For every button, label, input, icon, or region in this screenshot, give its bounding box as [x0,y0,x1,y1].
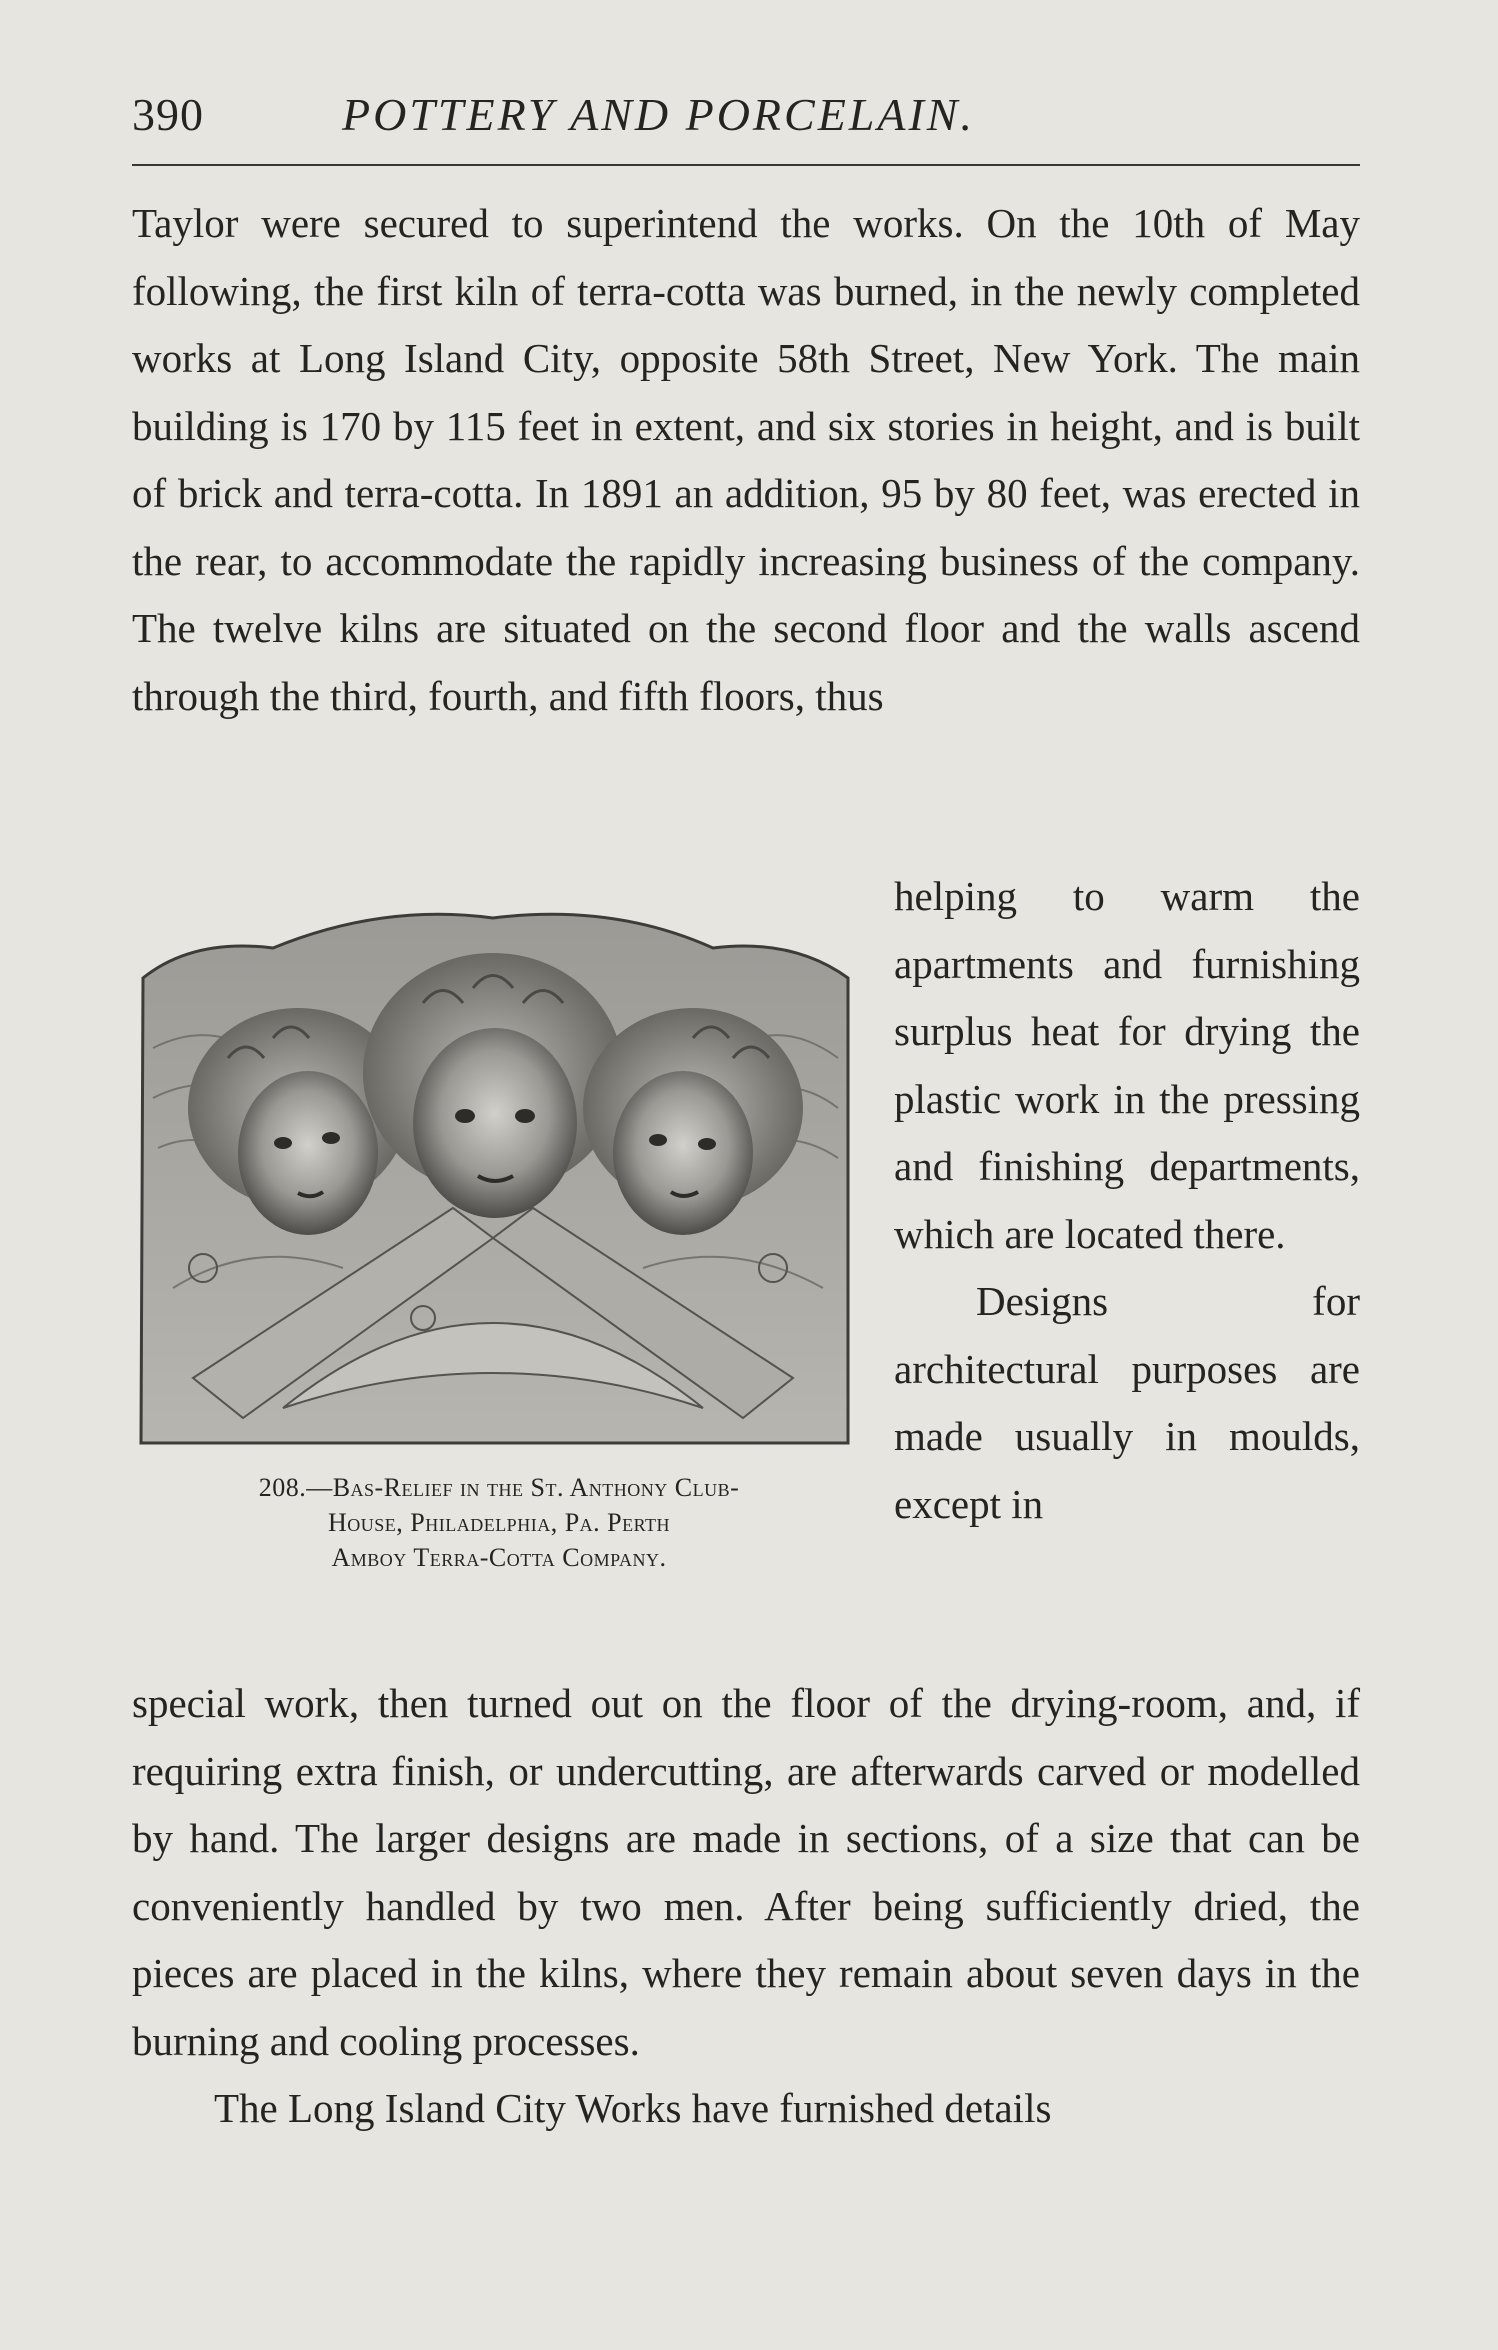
figure-caption [140,1470,858,1575]
paragraph-last: The Long Island City Works have furnished details [214,2085,1052,2131]
header-rule [132,164,1360,166]
bas-relief-figure [133,908,855,1448]
page-number: 390 [132,89,204,140]
body-text-bottom [132,1670,1360,2143]
caption-line-3: Amboy Terra-Cotta Company. [331,1543,667,1572]
caption-line-2: House, Philadelphia, Pa. Perth [327,1508,671,1537]
running-header [132,88,1360,148]
running-title: POTTERY AND PORCELAIN. [342,89,975,140]
side-paragraph-2: Designs for architectural purposes are made usually in moulds, except in [894,1278,1360,1527]
side-paragraph-1: helping to warm the apartments and furnishing surplus heat for drying the plastic work in the pressing and finishing departments, which are located there. [894,873,1360,1257]
paragraph-bottom: special work, then turned out on the floor of the drying-room, and, if requiring extra finish, or undercutting, are afterwards carved or modelled by hand. The larger designs are made in sections, of a size that can be conveniently handled by two men. After being sufficiently dried, the pieces are placed in the kilns, where they remain about seven days in the burning and cooling processes. [132,1680,1360,2064]
caption-line-1: 208.—Bas-Relief in the St. Anthony Club- [258,1473,740,1502]
bas-relief-image [133,908,855,1448]
body-text-top [132,190,1360,730]
paragraph-top: Taylor were secured to superintend the works. On the 10th of May following, the first kiln of terra-cotta was burned, in the newly completed works at Long Island City, opposite 58th Street, New York. The main building is 170 by 115 feet in extent, and six stories in height, and is built of brick and terra-cotta. In 1891 an addition, 95 by 80 feet, was erected in the rear, to accommodate the rapidly increasing business of the company. The twelve kilns are situated on the second floor and the walls ascend through the third, fourth, and fifth floors, thus [132,200,1360,719]
body-text-side [894,863,1360,1538]
